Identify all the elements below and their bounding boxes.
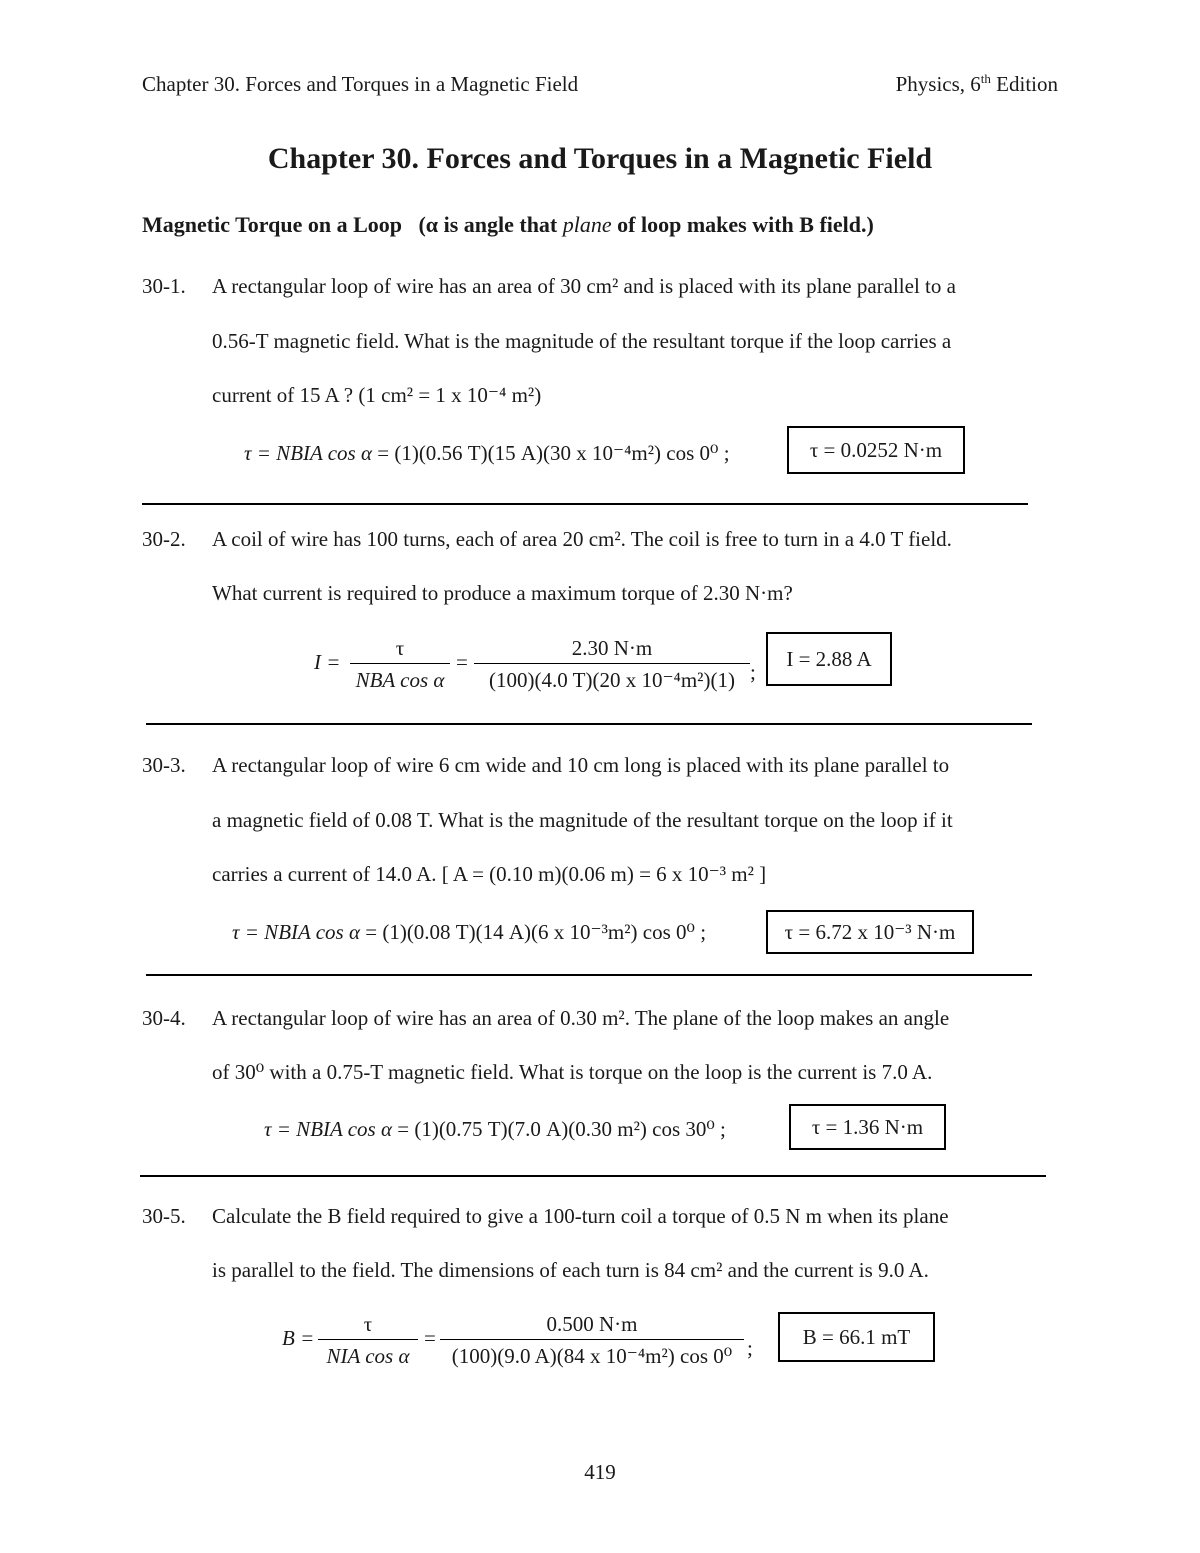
header-edition-prefix: Physics, 6: [895, 72, 981, 96]
section-heading: [142, 212, 874, 238]
header-edition-suffix: Edition: [990, 72, 1058, 96]
answer-box: B = 66.1 mT: [778, 1312, 935, 1362]
problem-text-line: A coil of wire has 100 turns, each of area 20 cm². The coil is free to turn in a 4.0 T field.: [212, 527, 952, 551]
equation-lhs: τ = NBIA cos α: [244, 441, 372, 465]
running-header-right: [896, 72, 1058, 97]
answer-box: I = 2.88 A: [766, 632, 892, 686]
chapter-title: Chapter 30. Forces and Torques in a Magnetic Field: [267, 142, 933, 175]
problem-text-line: 0.56-T magnetic field. What is the magnitude of the resultant torque if the loop carries a: [212, 329, 952, 353]
equation: [232, 920, 706, 945]
fraction-bar: [350, 663, 450, 664]
divider-rule: [142, 503, 1028, 505]
equation-lhs: τ = NBIA cos α: [264, 1117, 392, 1141]
fraction-denominator: (100)(9.0 A)(84 x 10⁻⁴m²) cos 0⁰: [451, 1344, 733, 1368]
equation: [264, 1117, 726, 1142]
answer-box: τ = 6.72 x 10⁻³ N·m: [766, 910, 974, 954]
problem-number: 30-3.: [142, 753, 186, 777]
fraction-denominator: NIA cos α: [326, 1344, 410, 1368]
fraction-numerator: 2.30 N·m: [571, 636, 653, 660]
problem-text-line: A rectangular loop of wire has an area of 0.30 m². The plane of the loop makes an angle: [212, 1006, 950, 1030]
equation-rhs: = (1)(0.56 T)(15 A)(30 x 10⁻⁴m²) cos 0⁰ ;: [377, 441, 730, 465]
fraction-numerator: τ: [395, 636, 405, 660]
divider-rule: [146, 723, 1032, 725]
problem-text-line: of 30⁰ with a 0.75-T magnetic field. What is torque on the loop is the current is 7.0 A.: [212, 1060, 933, 1084]
equation-lhs: B =: [282, 1326, 315, 1350]
section-note: [418, 212, 873, 237]
problem-text-line: is parallel to the field. The dimensions of each turn is 84 cm² and the current is 9.0 A.: [212, 1258, 929, 1282]
problem-text-line: A rectangular loop of wire has an area of 30 cm² and is placed with its plane parallel to a: [212, 274, 956, 298]
fraction-denominator: NBA cos α: [355, 668, 445, 692]
section-heading-text: Magnetic Torque on a Loop: [142, 212, 402, 237]
problem-text-line: What current is required to produce a maximum torque of 2.30 N·m?: [212, 581, 793, 605]
running-header-left: Chapter 30. Forces and Torques in a Magnetic Field: [142, 72, 579, 96]
problem-text-line: Calculate the B field required to give a 100-turn coil a torque of 0.5 N m when its plane: [212, 1204, 949, 1228]
problem-number: 30-2.: [142, 527, 186, 551]
problem-number: 30-5.: [142, 1204, 186, 1228]
divider-rule: [140, 1175, 1046, 1177]
problem-text-line: carries a current of 14.0 A. [ A = (0.10 m)(0.06 m) = 6 x 10⁻³ m² ]: [212, 862, 767, 886]
equation-rhs: = (1)(0.75 T)(7.0 A)(0.30 m²) cos 30⁰ ;: [397, 1117, 726, 1141]
section-note-em: plane: [562, 212, 612, 237]
equation-rhs: = (1)(0.08 T)(14 A)(6 x 10⁻³m²) cos 0⁰ ;: [365, 920, 707, 944]
problem-number: 30-1.: [142, 274, 186, 298]
fraction-numerator: 0.500 N·m: [546, 1312, 638, 1336]
problem-text-line: current of 15 A ? (1 cm² = 1 x 10⁻⁴ m²): [212, 383, 542, 407]
equation-lhs: I =: [314, 650, 341, 674]
equals-sign: =: [424, 1326, 436, 1350]
problem-number: 30-4.: [142, 1006, 186, 1030]
equation: [244, 441, 730, 466]
divider-rule: [146, 974, 1032, 976]
equation-lhs: τ = NBIA cos α: [232, 920, 360, 944]
fraction-bar: [440, 1339, 744, 1340]
semicolon: ;: [747, 1336, 753, 1360]
problem-text-line: A rectangular loop of wire 6 cm wide and 10 cm long is placed with its plane parallel to: [212, 753, 950, 777]
semicolon: ;: [750, 660, 756, 684]
answer-box: τ = 1.36 N·m: [789, 1104, 946, 1150]
fraction-bar: [318, 1339, 418, 1340]
fraction-denominator: (100)(4.0 T)(20 x 10⁻⁴m²)(1): [489, 668, 735, 692]
header-edition-sup: th: [980, 71, 991, 86]
problem-text-line: a magnetic field of 0.08 T. What is the magnitude of the resultant torque on the loop if it: [212, 808, 953, 832]
section-note-post: of loop makes with B field.): [611, 212, 874, 237]
page-number: 419: [584, 1460, 616, 1484]
fraction-bar: [474, 663, 750, 664]
section-note-pre: (α is angle that: [418, 212, 563, 237]
equals-sign: =: [456, 650, 468, 674]
fraction-numerator: τ: [363, 1312, 373, 1336]
answer-box: τ = 0.0252 N·m: [787, 426, 965, 474]
